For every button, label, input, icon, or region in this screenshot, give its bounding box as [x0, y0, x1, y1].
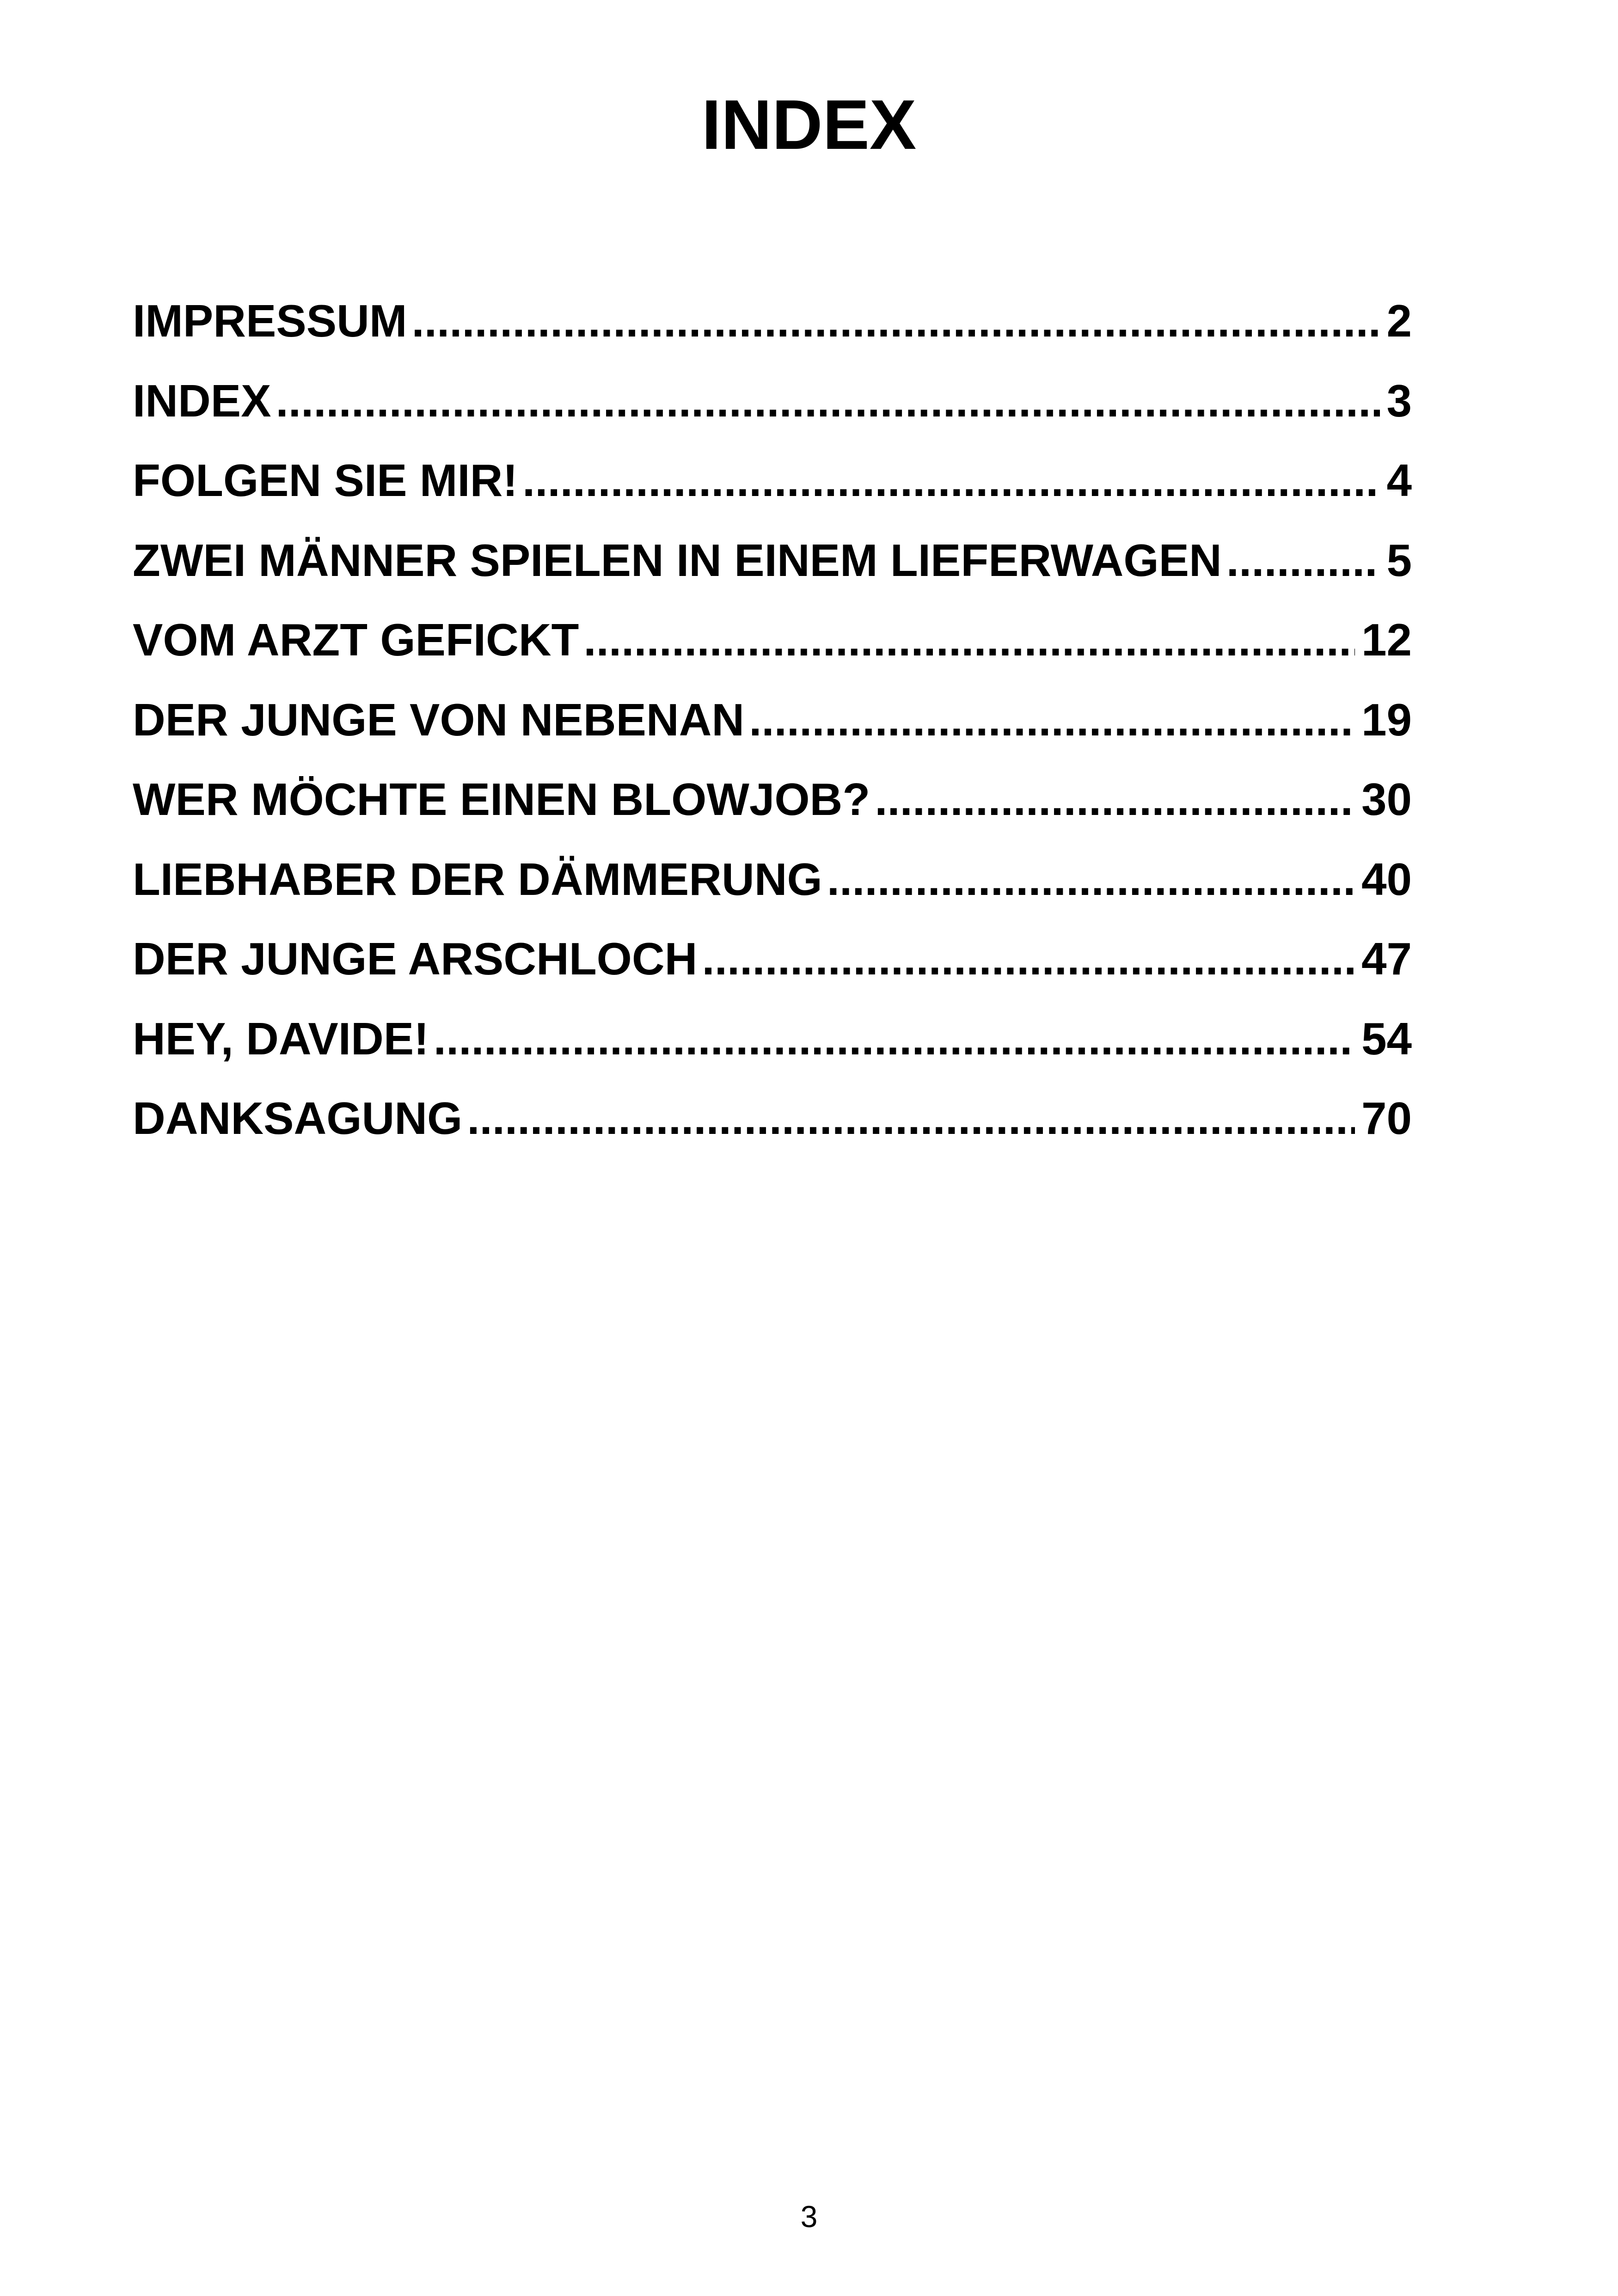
- toc-entry[interactable]: [133, 520, 1412, 600]
- toc-entry-title: IMPRESSUM: [133, 295, 407, 346]
- toc-dot-leader: [749, 680, 1355, 760]
- toc-entry-page: 2: [1386, 295, 1412, 346]
- toc-entry-page: 47: [1361, 933, 1412, 984]
- toc-entry-page: 30: [1361, 774, 1412, 825]
- toc-entry[interactable]: [133, 999, 1412, 1079]
- toc-dot-leader: [522, 441, 1380, 520]
- toc-dot-leader: [276, 361, 1380, 441]
- page-title: INDEX: [701, 86, 917, 164]
- toc-dot-leader: [467, 1078, 1355, 1158]
- toc-entry-page: 70: [1361, 1093, 1412, 1144]
- toc-entry-title: LIEBHABER DER DÄMMERUNG: [133, 853, 822, 905]
- toc-entry-title: VOM ARZT GEFICKT: [133, 614, 579, 665]
- toc-entry[interactable]: [133, 441, 1412, 520]
- toc-dot-leader: [875, 759, 1355, 839]
- toc-entry[interactable]: [133, 680, 1412, 760]
- toc-entry-title: HEY, DAVIDE!: [133, 1013, 429, 1064]
- toc-entry-title: DER JUNGE ARSCHLOCH: [133, 933, 698, 984]
- toc-entry-page: 3: [1386, 375, 1412, 426]
- toc-entry-title: DER JUNGE VON NEBENAN: [133, 694, 745, 745]
- toc-dot-leader: [1226, 520, 1380, 600]
- toc-entry-page: 54: [1361, 1013, 1412, 1064]
- toc-entry[interactable]: [133, 839, 1412, 919]
- toc-entry-page: 40: [1361, 853, 1412, 905]
- toc-dot-leader: [412, 281, 1380, 361]
- page-number: 3: [800, 2199, 818, 2234]
- toc-entry-page: 5: [1386, 534, 1412, 586]
- toc-entry[interactable]: [133, 361, 1412, 441]
- toc-entry-title: FOLGEN SIE MIR!: [133, 455, 518, 506]
- toc-entry-page: 12: [1361, 614, 1412, 665]
- toc-dot-leader: [702, 919, 1355, 999]
- toc-entry-title: DANKSAGUNG: [133, 1093, 463, 1144]
- toc-entry[interactable]: [133, 600, 1412, 680]
- toc-entry-title: INDEX: [133, 375, 271, 426]
- toc-entry[interactable]: [133, 281, 1412, 361]
- toc-entry-page: 4: [1386, 455, 1412, 506]
- toc-entry-page: 19: [1361, 694, 1412, 745]
- toc-entry-title: ZWEI MÄNNER SPIELEN IN EINEM LIEFERWAGEN: [133, 534, 1222, 586]
- toc-dot-leader: [434, 999, 1355, 1079]
- toc-entry[interactable]: [133, 1078, 1412, 1158]
- toc-entry-title: WER MÖCHTE EINEN BLOWJOB?: [133, 774, 870, 825]
- toc-dot-leader: [583, 600, 1355, 680]
- toc-entry[interactable]: [133, 759, 1412, 839]
- toc-entry[interactable]: [133, 919, 1412, 999]
- toc-dot-leader: [827, 839, 1355, 919]
- table-of-contents: [133, 281, 1412, 1158]
